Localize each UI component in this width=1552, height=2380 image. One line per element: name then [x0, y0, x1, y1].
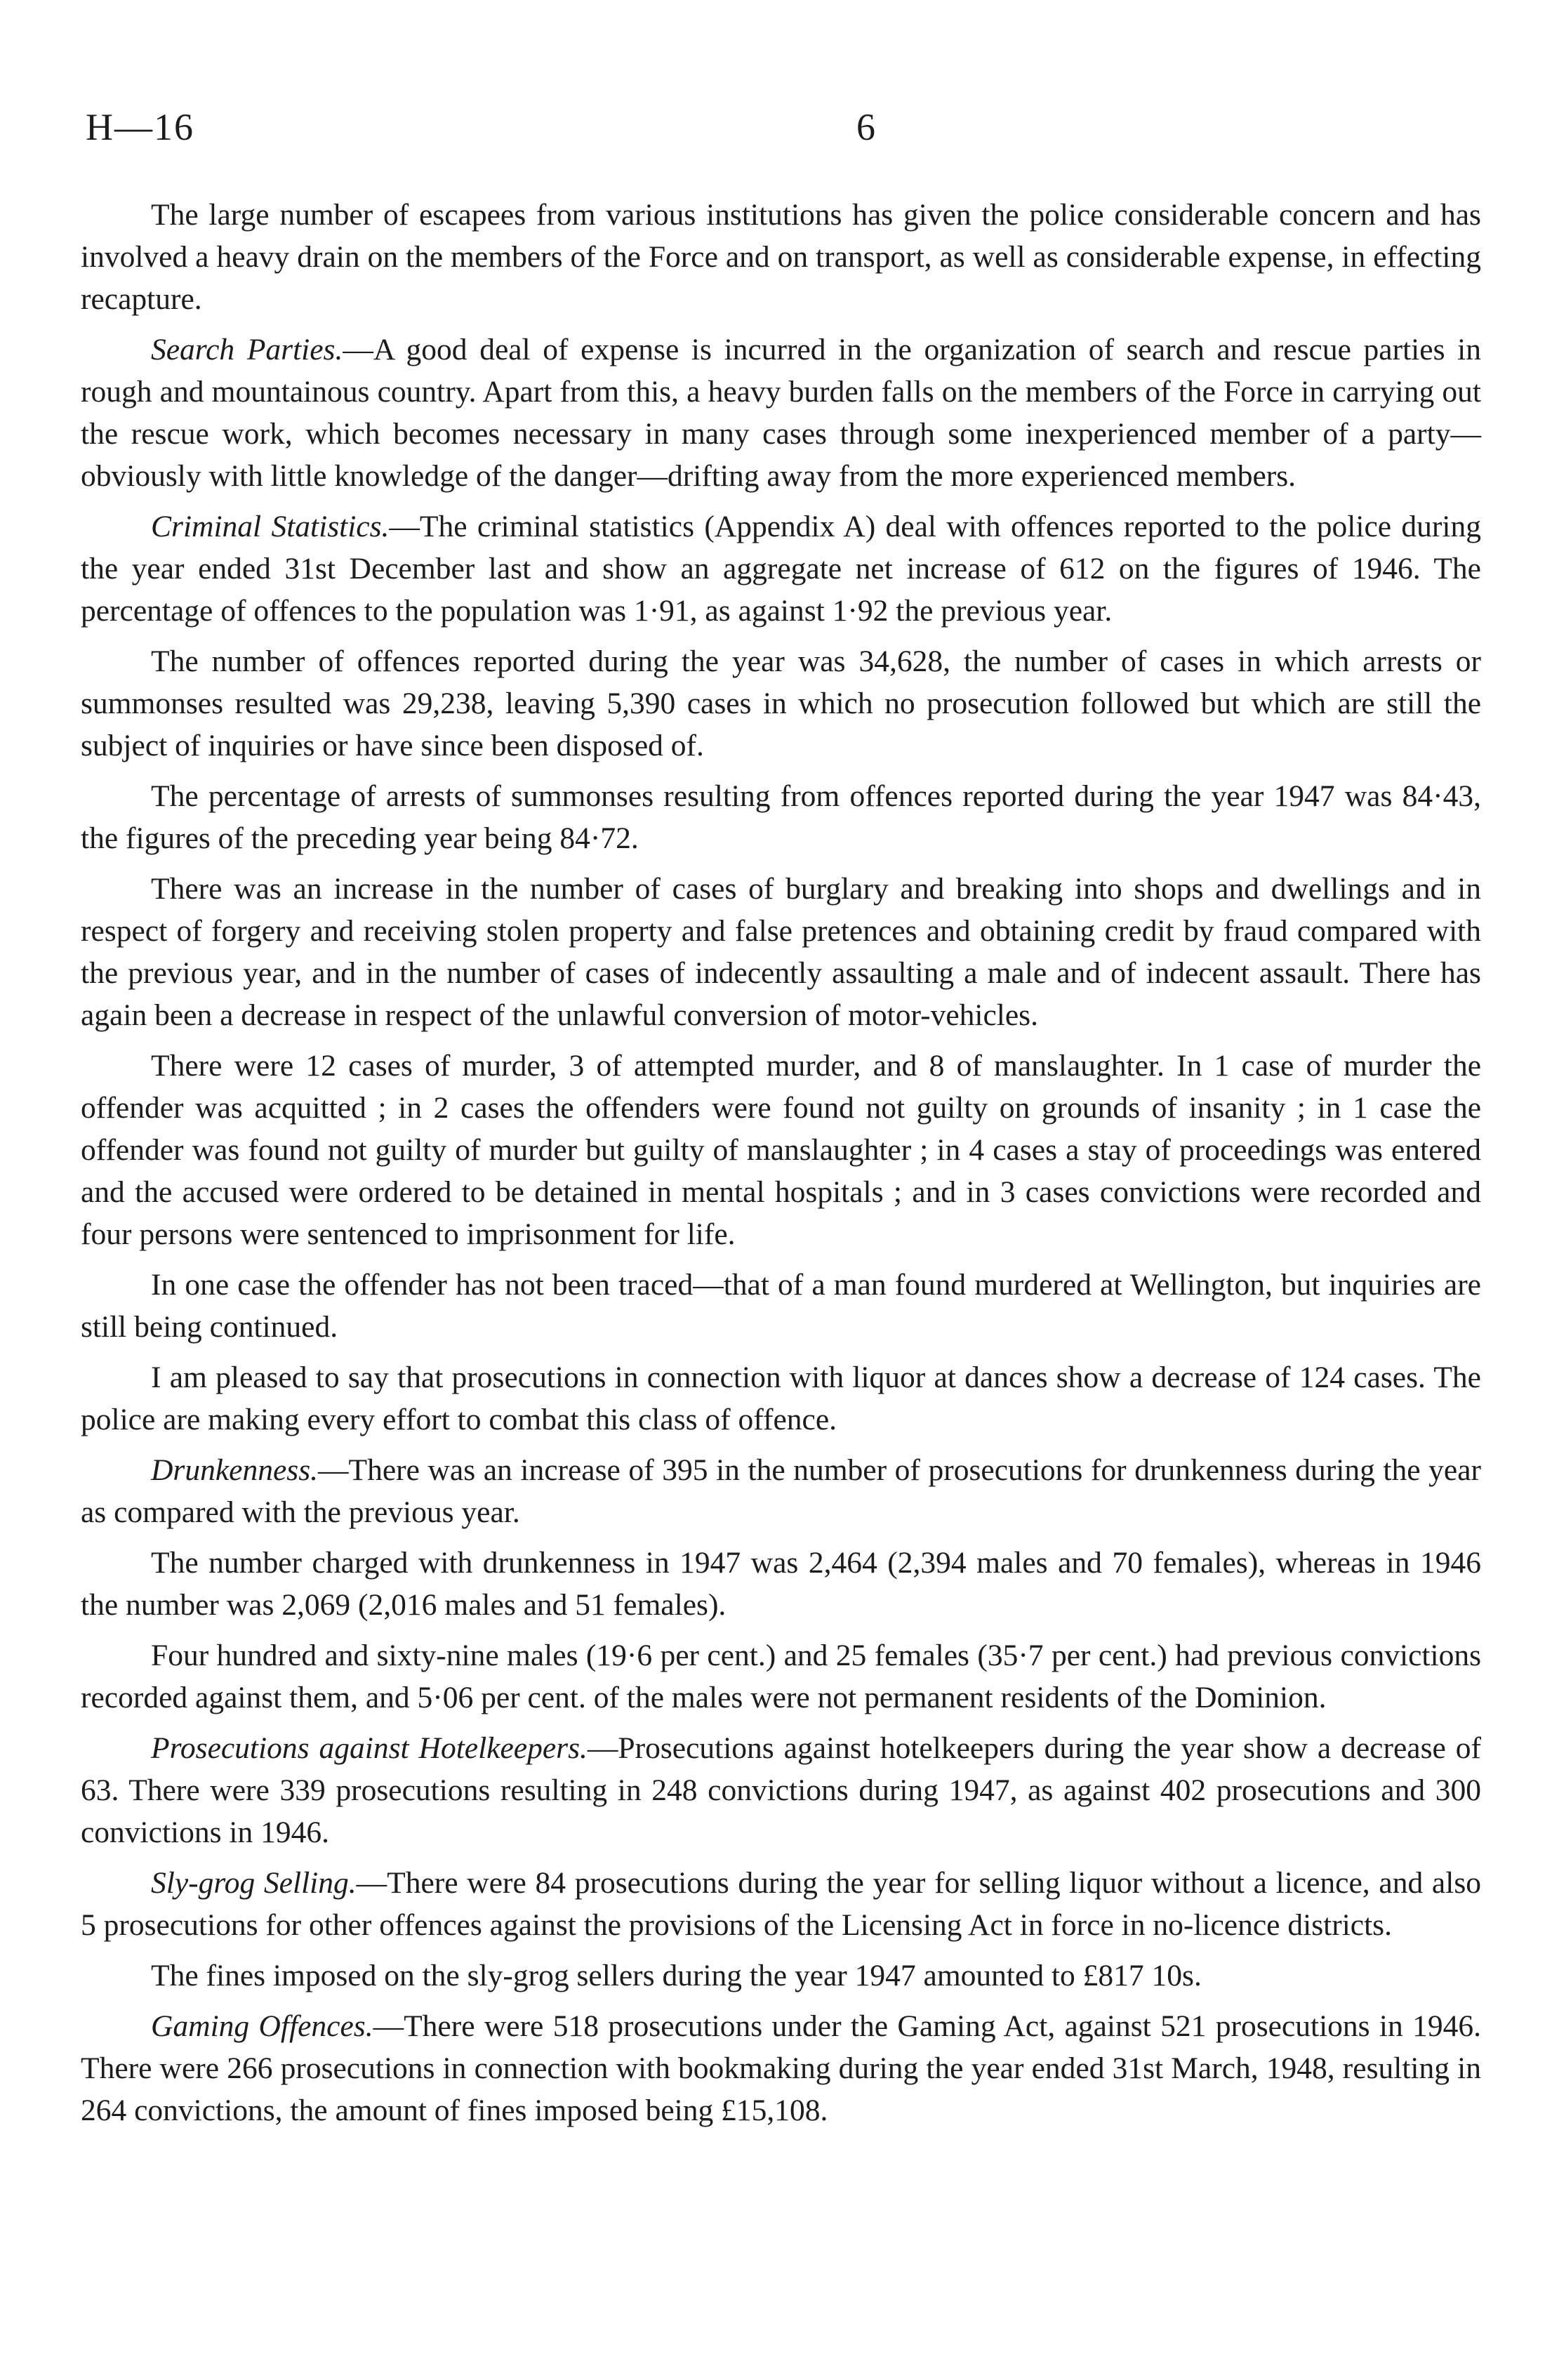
paragraph-heading: Search Parties.	[151, 333, 343, 366]
paragraph-text: The number charged with drunkenness in 1947 was 2,464 (2,394 males and 70 females), whereas in 1946 the number was 2,069 (2,016 males and 51 females).	[81, 1546, 1481, 1622]
paragraph-heading: Sly-grog Selling.	[151, 1866, 357, 1900]
paragraph-text: There were 12 cases of murder, 3 of attempted murder, and 8 of manslaughter. In 1 case of murder the offender was acquitted ; in 2 cases the offenders were found not guilty on grounds of insanity ; in 1 case the offender was found not guilty of murder but guilty of manslaughter ; in 4 cases a stay of proceedings was entered and the accused were ordered to be detained in mental hospitals ; and in 3 cases convictions were recorded and four persons were sentenced to imprisonment for life.	[81, 1049, 1481, 1251]
paragraph-text: —A good deal of expense is incurred in the organization of search and rescue parties in rough and mountainous country. Apart from this, a heavy burden falls on the members of the Force in carrying out the rescue work, which becomes necessary in many cases through some inexperienced member of a party—obviously with little knowledge of the danger—drifting away from the more experienced members.	[81, 333, 1481, 493]
paragraph-previous-convictions	[81, 1634, 1481, 1719]
paragraph-text: —There were 518 prosecutions under the Gaming Act, against 521 prosecutions in 1946. There were 266 prosecutions in connection with bookmaking during the year ended 31st March, 1948, resulting in 264 convictions, the amount of fines imposed being £15,108.	[81, 2009, 1481, 2127]
paragraph-text: —The criminal statistics (Appendix A) deal with offences reported to the police during the year ended 31st December last and show an aggregate net increase of 612 on the figures of 1946. The percentage of offences to the population was 1·91, as against 1·92 the previous year.	[81, 510, 1481, 628]
paragraph-text: In one case the offender has not been traced—that of a man found murdered at Wellington, but inquiries are still being continued.	[81, 1268, 1481, 1344]
paragraph-murder-cases	[81, 1045, 1481, 1255]
paragraph-text: —Prosecutions against hotelkeepers during the year show a decrease of 63. There were 339 prosecutions resulting in 248 convictions during 1947, as against 402 prosecutions and 300 convictions in 1946.	[81, 1731, 1482, 1849]
paragraph-heading: Criminal Statistics.	[151, 510, 390, 543]
page-header	[77, 105, 1481, 161]
paragraph-text: The fines imposed on the sly-grog sellers during the year 1947 amounted to £817 10s.	[151, 1959, 1202, 1992]
report-body	[81, 194, 1481, 2140]
paragraph-text: There was an increase in the number of cases of burglary and breaking into shops and dwellings and in respect of forgery and receiving stolen property and false pretences and obtaining credit by fraud compared with the previous year, and in the number of cases of indecently assaulting a male and of indecent assault. There has again been a decrease in respect of the unlawful conversion of motor-vehicles.	[81, 872, 1481, 1032]
paragraph-escapees	[81, 194, 1481, 320]
paragraph-liquor-at-dances	[81, 1356, 1481, 1441]
paragraph-sly-grog-fines	[81, 1955, 1481, 1997]
paragraph-arrest-percentage	[81, 775, 1481, 859]
paragraph-text: The large number of escapees from various institutions has given the police considerable concern and has involved a heavy drain on the members of the Force and on transport, as well as considerable expense, in effecting recapture.	[81, 198, 1481, 316]
paragraph-heading: Prosecutions against Hotelkeepers.	[151, 1731, 588, 1765]
paragraph-heading: Drunkenness.	[151, 1453, 318, 1487]
paragraph-text: Four hundred and sixty-nine males (19·6 per cent.) and 25 females (35·7 per cent.) had previous convictions recorded against them, and 5·06 per cent. of the males were not permanent residents of the Dominion.	[81, 1639, 1481, 1714]
page-number: 6	[856, 106, 875, 148]
paragraph-untraced-offender	[81, 1264, 1481, 1348]
paragraph-text: I am pleased to say that prosecutions in connection with liquor at dances show a decrease of 124 cases. The police are making every effort to combat this class of offence.	[81, 1361, 1481, 1436]
paragraph-text: —There was an increase of 395 in the number of prosecutions for drunkenness during the year as compared with the previous year.	[81, 1453, 1481, 1529]
paragraph-text: —There were 84 prosecutions during the year for selling liquor without a licence, and also 5 prosecutions for other offences against the provisions of the Licensing Act in force in no-licence districts.	[81, 1866, 1481, 1942]
paragraph-criminal-statistics	[81, 505, 1481, 632]
paragraph-drunkenness-numbers	[81, 1542, 1481, 1626]
paragraph-drunkenness	[81, 1449, 1481, 1533]
paragraph-search-parties	[81, 329, 1481, 497]
paragraph-hotelkeepers	[81, 1727, 1481, 1853]
paragraph-text: The number of offences reported during the year was 34,628, the number of cases in which arrests or summonses resulted was 29,238, leaving 5,390 cases in which no prosecution followed but which are still the subject of inquiries or have since been disposed of.	[81, 644, 1481, 762]
paragraph-gaming-offences	[81, 2005, 1481, 2131]
paragraph-offences-reported	[81, 640, 1481, 767]
document-code: H—16	[86, 106, 194, 148]
paragraph-heading: Gaming Offences.	[151, 2009, 373, 2043]
paragraph-burglary-increase	[81, 868, 1481, 1036]
paragraph-text: The percentage of arrests of summonses resulting from offences reported during the year 1947 was 84·43, the figures of the preceding year being 84·72.	[81, 779, 1481, 855]
paragraph-sly-grog	[81, 1862, 1481, 1946]
